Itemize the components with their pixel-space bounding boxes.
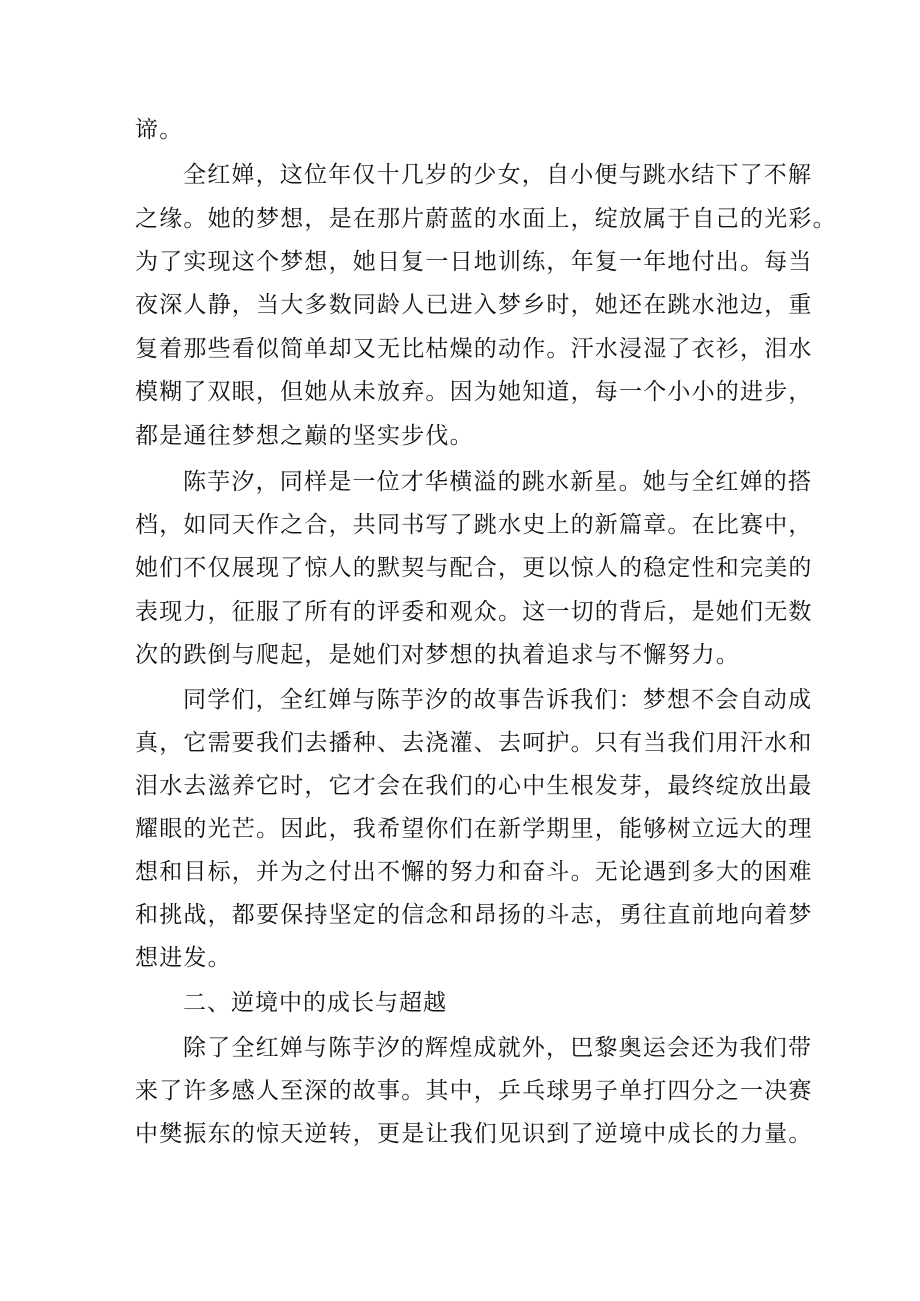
- text-line: 泪水去滋养它时，它才会在我们的心中生根发芽，最终绽放出最: [135, 773, 813, 799]
- text-line: 想和目标，并为之付出不懈的努力和奋斗。无论遇到多大的困难: [135, 859, 813, 885]
- text-line: 谛。: [135, 117, 184, 143]
- text-line: 同学们，全红婵与陈芋汐的故事告诉我们：梦想不会自动成: [183, 687, 813, 713]
- text-line: 除了全红婵与陈芋汐的辉煌成就外，巴黎奥运会还为我们带: [183, 1035, 813, 1061]
- text-line: 都是通往梦想之巅的坚实步伐。: [135, 423, 474, 449]
- text-line: 全红婵，这位年仅十几岁的少女，自小便与跳水结下了不解: [183, 162, 813, 188]
- text-line: 耀眼的光芒。因此，我希望你们在新学期里，能够树立远大的理: [135, 816, 813, 842]
- text-line: 夜深人静，当大多数同龄人已进入梦乡时，她还在跳水池边，重: [135, 292, 813, 318]
- text-line: 模糊了双眼，但她从未放弃。因为她知道，每一个小小的进步，: [135, 379, 813, 405]
- text-line: 真，它需要我们去播种、去浇灌、去呵护。只有当我们用汗水和: [135, 730, 813, 756]
- text-line: 想进发。: [135, 945, 232, 971]
- text-line: 为了实现这个梦想，她日复一日地训练，年复一年地付出。每当: [135, 249, 813, 275]
- text-line: 陈芋汐，同样是一位才华横溢的跳水新星。她与全红婵的搭: [183, 469, 813, 495]
- text-line: 档，如同天作之合，共同书写了跳水史上的新篇章。在比赛中，: [135, 512, 813, 538]
- section-heading: 二、逆境中的成长与超越: [183, 990, 447, 1016]
- text-line: 表现力，征服了所有的评委和观众。这一切的背后，是她们无数: [135, 599, 813, 625]
- text-line: 次的跌倒与爬起，是她们对梦想的执着追求与不懈努力。: [135, 642, 740, 668]
- text-line: 她们不仅展现了惊人的默契与配合，更以惊人的稳定性和完美的: [135, 555, 813, 581]
- text-line: 中樊振东的惊天逆转，更是让我们见识到了逆境中成长的力量。: [135, 1121, 813, 1147]
- text-line: 和挑战，都要保持坚定的信念和昂扬的斗志，勇往直前地向着梦: [135, 902, 813, 928]
- text-line: 来了许多感人至深的故事。其中，乒乓球男子单打四分之一决赛: [135, 1078, 813, 1104]
- text-line: 之缘。她的梦想，是在那片蔚蓝的水面上，绽放属于自己的光彩。: [135, 206, 837, 232]
- text-line: 复着那些看似简单却又无比枯燥的动作。汗水浸湿了衣衫，泪水: [135, 336, 813, 362]
